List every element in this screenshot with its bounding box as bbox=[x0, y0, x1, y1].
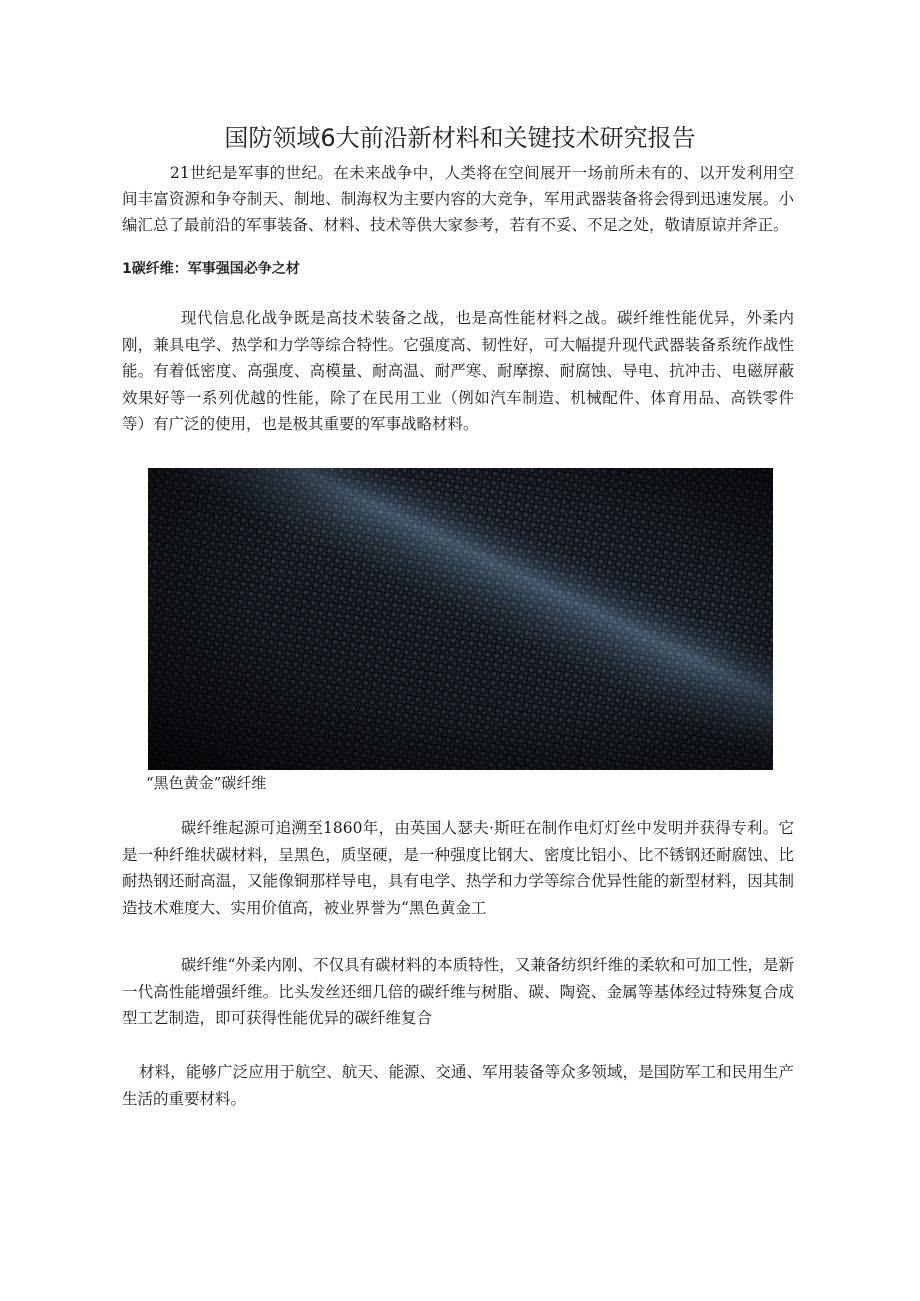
body-paragraph-4: 材料，能够广泛应用于航空、航天、能源、交通、军用装备等众多领域，是国防军工和民用生产生活的重要材料。 bbox=[122, 1063, 794, 1108]
body-paragraph-3: 碳纤维“外柔内刚、不仅具有碳材料的本质特性，又兼备纺织纤维的柔软和可加工性，是新一代高性能增强纤维。比头发丝还细几倍的碳纤维与树脂、碳、陶瓷、金属等基体经过特殊复合成型工艺制造，即可获得性能优异的碳纤维复合 bbox=[122, 956, 794, 1027]
intro-paragraph: 21世纪是军事的世纪。在未来战争中，人类将在空间展开一场前所未有的、以开发利用空间丰富资源和争夺制天、制地、制海权为主要内容的大竞争，军用武器装备将会得到迅速发展。小编汇总了最前沿的军事装备、材料、技术等供大家参考，若有不妥、不足之处，敬请原谅并斧正。 bbox=[122, 164, 794, 234]
page-title: 国防领域6大前沿新材料和关键技术研究报告 bbox=[224, 124, 696, 152]
section-heading: 1碳纤维：军事强国必争之材 bbox=[122, 261, 300, 277]
body-paragraph-1: 现代信息化战争既是高技术装备之战，也是高性能材料之战。碳纤维性能优异，外柔内刚，兼具电学、热学和力学等综合特性。它强度高、韧性好，可大幅提升现代武器装备系统作战性能。有着低密度、高强度、高模量、耐高温、耐严寒、耐摩擦、耐腐蚀、导电、抗冲击、电磁屏蔽效果好等一系列优越的性能，除了在民用工业（例如汽车制造、机械配件、体育用品、高铁零件等）有广泛的使用，也是极其重要的军事战略材料。 bbox=[122, 309, 794, 433]
carbon-fiber-image bbox=[148, 468, 773, 770]
figure-caption: “黑色黄金”碳纤维 bbox=[146, 774, 267, 792]
body-paragraph-2: 碳纤维起源可追溯至1860年，由英国人瑟夫·斯旺在制作电灯灯丝中发明并获得专利。它是一种纤维状碳材料，呈黑色，质坚硬，是一种强度比钢大、密度比铝小、比不锈钢还耐腐蚀、比耐热钢还耐高温，又能像铜那样导电，具有电学、热学和力学等综合优异性能的新型材料，因其制造技术难度大、实用价值高，被业界誉为“黑色黄金工 bbox=[122, 819, 794, 917]
